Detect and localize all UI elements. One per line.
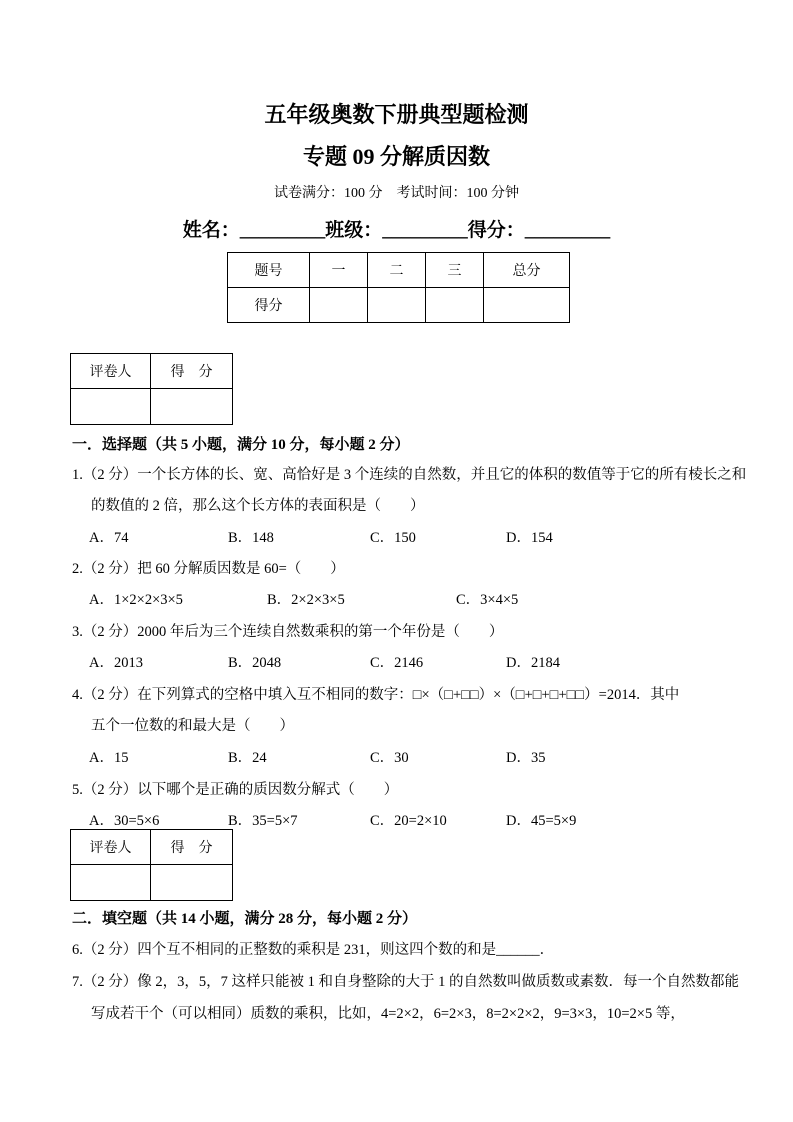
score-cell-total[interactable]	[484, 288, 570, 323]
question-3-option-b: B．2048	[228, 655, 282, 671]
grader-box-section-two	[70, 829, 233, 901]
question-2-option-c: C．3×4×5	[456, 592, 519, 608]
score-cell-section-three[interactable]	[426, 288, 484, 323]
question-3-option-a: A．2013	[89, 655, 143, 671]
question-4-line-1: 4.（2 分）在下列算式的空格中填入互不相同的数字：□×（□+□□）×（□+□+□+□□）=2014．其中	[72, 687, 680, 703]
question-4-option-c: C．30	[370, 750, 409, 766]
question-1-option-a: A．74	[89, 530, 129, 546]
score-cell-section-two[interactable]	[368, 288, 426, 323]
grader-name-cell[interactable]	[71, 389, 151, 425]
score-table-header-section-three: 三	[426, 253, 484, 288]
page-title: 五年级奥数下册典型题检测	[264, 102, 529, 127]
question-2-line-1: 2.（2 分）把 60 分解质因数是 60=（ ）	[72, 561, 345, 577]
score-blank[interactable]: _________	[524, 220, 611, 241]
score-summary-table	[227, 252, 570, 323]
question-1-option-d: D．154	[506, 530, 553, 546]
name-blank[interactable]: _________	[239, 220, 326, 241]
question-5-option-a: A．30=5×6	[89, 813, 160, 829]
class-label: 班级：	[325, 220, 383, 241]
grader-label: 评卷人	[71, 830, 151, 865]
score-table-row-label: 得分	[228, 288, 310, 323]
score-label: 得分：	[467, 220, 525, 241]
grader-score-label: 得 分	[151, 830, 233, 865]
name-class-score-line	[0, 219, 793, 243]
grader-label: 评卷人	[71, 354, 151, 389]
question-5-option-b: B．35=5×7	[228, 813, 298, 829]
score-table-header-question-number: 题号	[228, 253, 310, 288]
section-one-heading: 一．选择题（共 5 小题，满分 10 分，每小题 2 分）	[72, 437, 410, 453]
question-6-line-1: 6.（2 分）四个互不相同的正整数的乘积是 231，则这四个数的和是______．	[72, 942, 555, 958]
question-3-option-c: C．2146	[370, 655, 424, 671]
question-1-option-b: B．148	[228, 530, 274, 546]
grader-score-cell[interactable]	[151, 865, 233, 901]
question-4-line-2: 五个一位数的和最大是（ ）	[91, 718, 294, 734]
grader-score-label: 得 分	[151, 354, 233, 389]
question-7-line-1: 7.（2 分）像 2，3，5，7 这样只能被 1 和自身整除的大于 1 的自然数叫做质数或素数．每一个自然数都能	[72, 974, 739, 990]
section-two-heading: 二．填空题（共 14 小题，满分 28 分，每小题 2 分）	[72, 911, 418, 927]
question-2-option-b: B．2×2×3×5	[267, 592, 345, 608]
class-blank[interactable]: _________	[382, 220, 468, 241]
question-1-line-2: 的数值的 2 倍，那么这个长方体的表面积是（ ）	[91, 498, 425, 514]
question-5-option-d: D．45=5×9	[506, 813, 577, 829]
score-table-header-section-two: 二	[368, 253, 426, 288]
page-subtitle: 专题 09 分解质因数	[302, 144, 490, 169]
score-table-header-section-one: 一	[310, 253, 368, 288]
exam-meta-line: 试卷满分：100 分 考试时间：100 分钟	[274, 186, 519, 201]
question-1-line-1: 1.（2 分）一个长方体的长、宽、高恰好是 3 个连续的自然数，并且它的体积的数值等于它的所有棱长之和	[72, 467, 747, 483]
question-5-option-c: C．20=2×10	[370, 813, 447, 829]
question-4-option-d: D．35	[506, 750, 546, 766]
score-table-header-total: 总分	[484, 253, 570, 288]
grader-name-cell[interactable]	[71, 865, 151, 901]
score-cell-section-one[interactable]	[310, 288, 368, 323]
question-2-option-a: A．1×2×2×3×5	[89, 592, 183, 608]
question-5-line-1: 5.（2 分）以下哪个是正确的质因数分解式（ ）	[72, 782, 399, 798]
question-4-option-a: A．15	[89, 750, 129, 766]
question-1-option-c: C．150	[370, 530, 416, 546]
question-3-option-d: D．2184	[506, 655, 560, 671]
question-4-option-b: B．24	[228, 750, 267, 766]
grader-box-section-one	[70, 353, 233, 425]
question-7-line-2: 写成若干个（可以相同）质数的乘积，比如，4=2×2，6=2×3，8=2×2×2，9=3×3，10=2×5 等，	[91, 1006, 685, 1022]
grader-score-cell[interactable]	[151, 389, 233, 425]
name-label: 姓名：	[182, 220, 240, 241]
question-3-line-1: 3.（2 分）2000 年后为三个连续自然数乘积的第一个年份是（ ）	[72, 624, 504, 640]
